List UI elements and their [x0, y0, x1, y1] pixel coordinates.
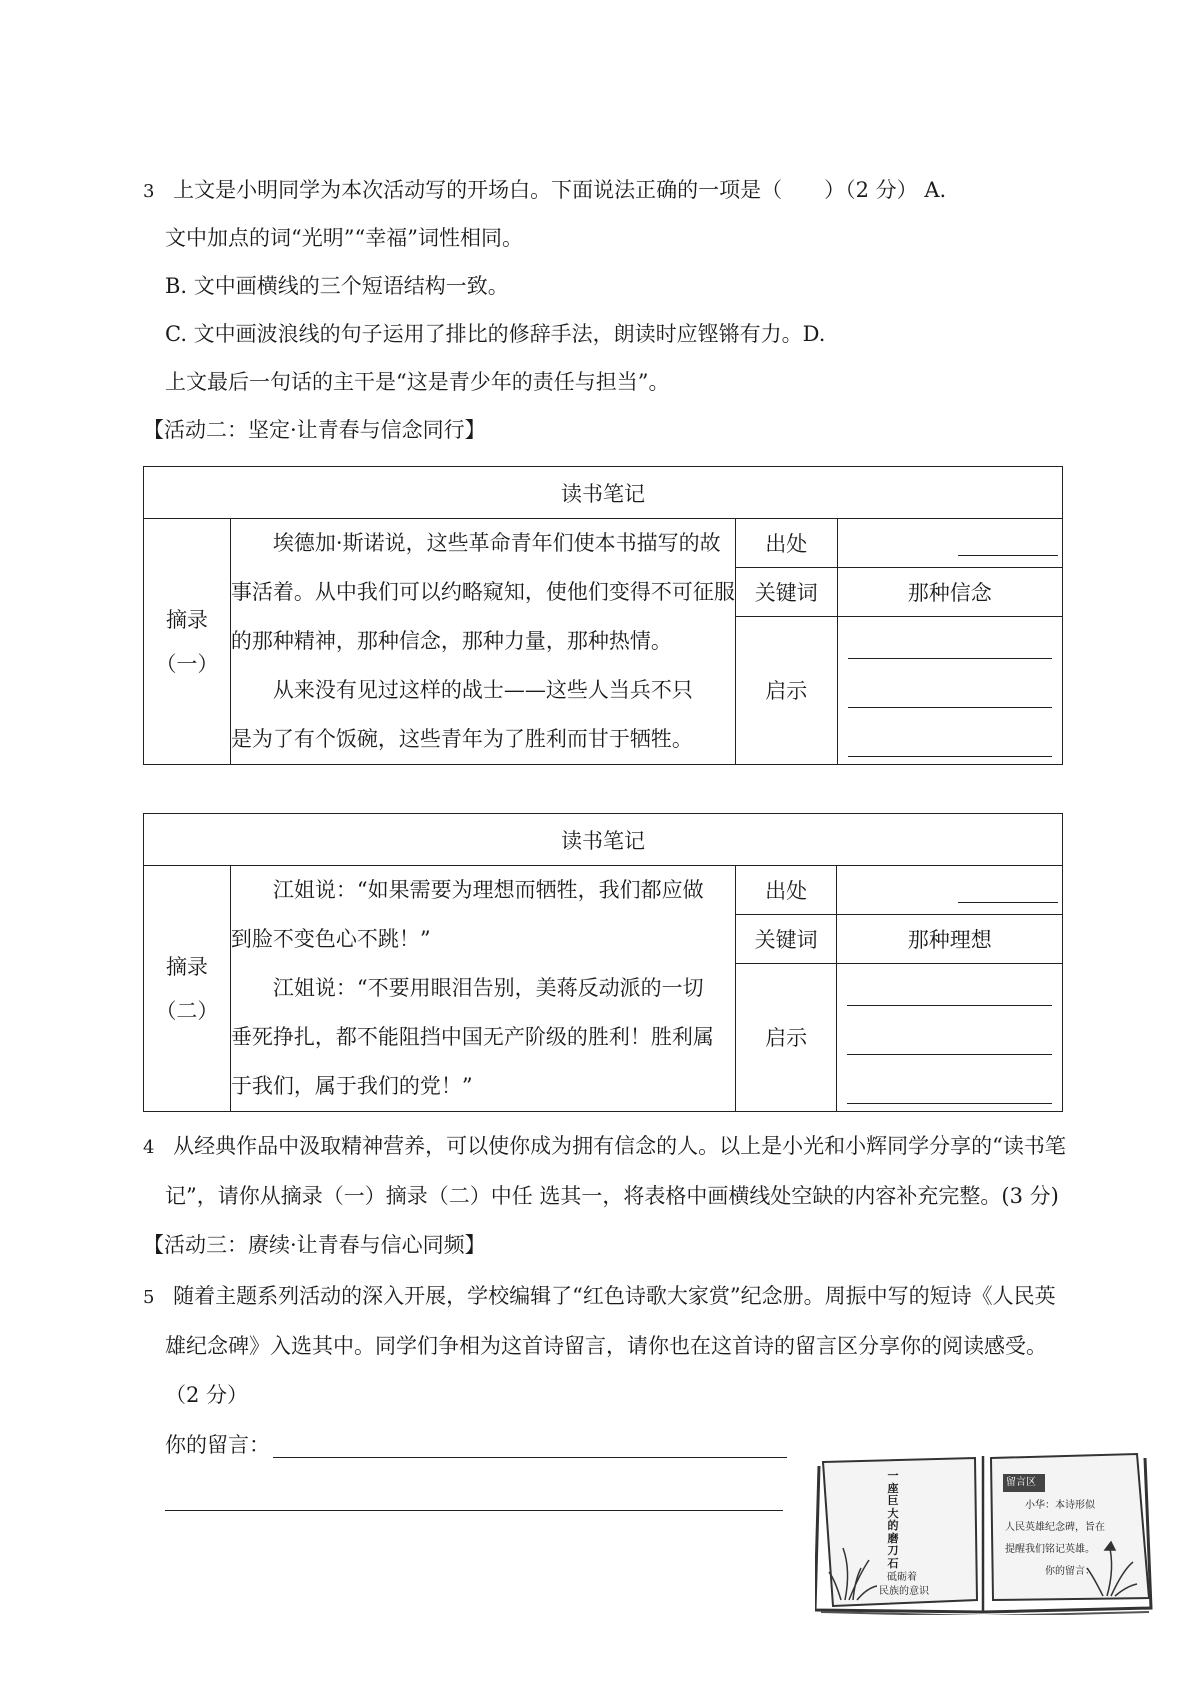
- table2-keyword-label: 关键词: [735, 914, 837, 963]
- table1-row-label-2: （一）: [155, 651, 219, 676]
- table2-source-label: 出处: [735, 866, 837, 915]
- table1-excerpt-line: 是为了有个饭碗，这些青年为了胜利而甘于牺牲。: [230, 727, 693, 751]
- activity3-heading: 【活动三：赓续·让青春与信心同频】: [143, 1233, 486, 1257]
- q4-number: 4: [143, 1137, 155, 1158]
- table2-insight-label: 启示: [735, 963, 837, 1111]
- answer-line-1[interactable]: [273, 1457, 787, 1458]
- activity2-heading: 【活动二：坚定·让青春与信念同行】: [143, 418, 486, 442]
- table1-row-label-1: 摘录: [165, 607, 208, 632]
- book-poem-char: 磨: [887, 1531, 899, 1545]
- table1-excerpt-line: 事活着。从中我们可以约略窥知，使他们变得不可征服: [230, 580, 735, 604]
- book-left-line-1: 砥砺着: [887, 1572, 917, 1583]
- book-right-header: 留言区: [1006, 1477, 1036, 1488]
- table1-title: 读书笔记: [144, 467, 1063, 519]
- q3-option-a: 文中加点的词“光明”“幸福”词性相同。: [165, 226, 523, 250]
- book-poem-char: 的: [887, 1519, 899, 1532]
- table2-excerpt: [230, 866, 735, 1112]
- book-right-line-1: 小华：本诗形似: [1025, 1500, 1095, 1511]
- q4-line2: 记”，请你从摘录（一）摘录（二）中任 选其一，将表格中画横线处空缺的内容补充完整。(3 分): [165, 1184, 1059, 1208]
- q3-option-b: B. 文中画横线的三个短语结构一致。: [165, 274, 509, 298]
- book-left-poem: [883, 1470, 903, 1570]
- table1-excerpt-line: 从来没有见过这样的战士——这些人当兵不只: [272, 678, 693, 702]
- book-poem-char: 巨: [887, 1494, 899, 1507]
- table2-excerpt-line: 垂死挣扎，都不能阻挡中国无产阶级的胜利！胜利属: [230, 1025, 714, 1049]
- q3-number: 3: [143, 181, 155, 202]
- book-right-line-3: 提醒我们铭记英雄。: [1005, 1544, 1095, 1555]
- table1-keyword-label: 关键词: [735, 567, 837, 616]
- q5-score: （2 分）: [165, 1383, 249, 1407]
- table1-row-label: [144, 519, 231, 765]
- answer-line-2[interactable]: [165, 1510, 783, 1511]
- q3-stem: 上文是小明同学为本次活动写的开场白。下面说法正确的一项是（ ）（2 分） A.: [173, 178, 947, 202]
- reading-note-table-2: [143, 813, 1063, 1112]
- q5-number: 5: [143, 1287, 155, 1308]
- table2-keyword-value: 那种理想: [837, 914, 1063, 963]
- q4-line1: [143, 1133, 1066, 1161]
- q5-line2: 雄纪念碑》入选其中。同学们争相为这首诗留言，请你也在这首诗的留言区分享你的阅读感受。: [165, 1334, 1047, 1358]
- book-right-line-2: 人民英雄纪念碑，旨在: [1005, 1522, 1105, 1533]
- table2-excerpt-line: 江姐说：“不要用眼泪告别，美蒋反动派的一切: [272, 976, 704, 1000]
- table1-source-label: 出处: [735, 519, 837, 568]
- book-poem-char: 大: [887, 1506, 899, 1520]
- q3-line1: [143, 177, 946, 205]
- table2-insight-blank[interactable]: [837, 963, 1063, 1111]
- q5-answer-label: 你的留言：: [165, 1433, 270, 1457]
- table1-excerpt: [230, 519, 735, 765]
- table1-source-blank[interactable]: [837, 519, 1062, 568]
- table2-title: 读书笔记: [144, 814, 1063, 866]
- book-left-line-2: 民族的意识: [879, 1586, 929, 1597]
- table1-excerpt-line: 埃德加·斯诺说，这些革命青年们使本书描写的故: [272, 531, 721, 555]
- table1-insight-label: 启示: [735, 616, 837, 764]
- table2-row-label-1: 摘录: [165, 954, 208, 979]
- table1-excerpt-line: 的那种精神，那种信念，那种力量，那种热情。: [230, 629, 672, 653]
- book-poem-char: 一: [887, 1469, 899, 1482]
- book-poem-char: 刀: [887, 1544, 899, 1557]
- table2-row-label: [144, 866, 231, 1112]
- reading-note-table-1: [143, 466, 1063, 765]
- q3-option-c: C. 文中画波浪线的句子运用了排比的修辞手法，朗读时应铿锵有力。D.: [165, 322, 826, 346]
- table2-excerpt-line: 江姐说：“如果需要为理想而牺牲，我们都应做: [272, 878, 704, 902]
- q3-option-d: 上文最后一句话的主干是“这是青少年的责任与担当”。: [165, 370, 670, 394]
- table2-excerpt-line: 于我们，属于我们的党！”: [230, 1074, 473, 1098]
- table2-excerpt-line: 到脸不变色心不跳！”: [230, 927, 431, 951]
- table2-source-blank[interactable]: [837, 866, 1063, 915]
- book-poem-char: 座: [887, 1481, 899, 1495]
- book-poem-char: 石: [887, 1556, 899, 1570]
- table2-row-label-2: （二）: [155, 998, 219, 1023]
- q5-line1: [143, 1283, 1056, 1311]
- table1-insight-blank[interactable]: [837, 616, 1062, 764]
- table1-keyword-value: 那种信念: [837, 567, 1062, 616]
- q4-stem: 从经典作品中汲取精神营养，可以使你成为拥有信念的人。以上是小光和小辉同学分享的“读书笔: [173, 1134, 1066, 1158]
- open-book-illustration: [815, 1440, 1155, 1615]
- book-right-line-4: 你的留言：: [1045, 1566, 1095, 1577]
- q5-stem: 随着主题系列活动的深入开展，学校编辑了“红色诗歌大家赏”纪念册。周振中写的短诗《人民英: [173, 1284, 1056, 1308]
